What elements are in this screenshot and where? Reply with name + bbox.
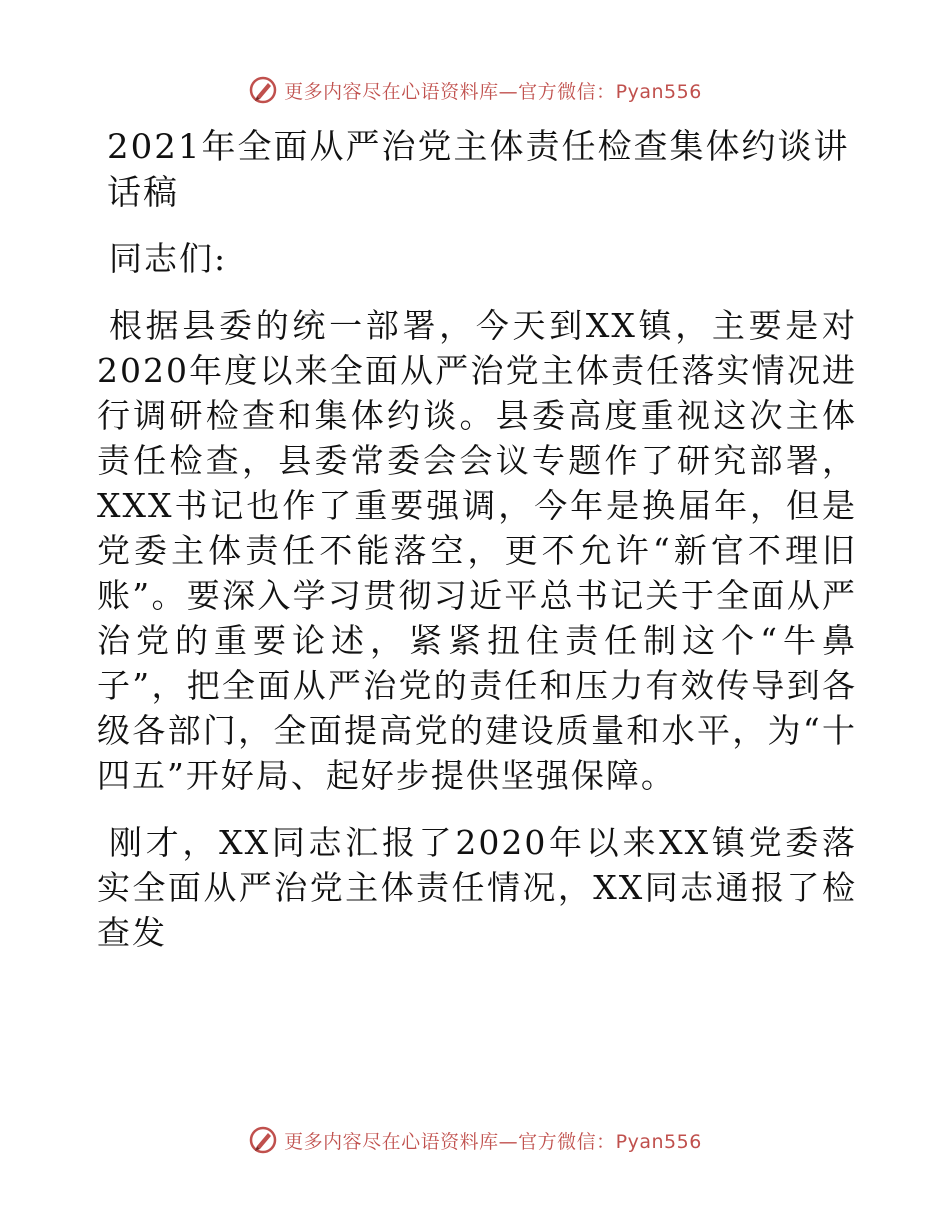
pen-logo-icon bbox=[248, 75, 278, 105]
paragraph: 根据县委的统一部署，今天到XX镇，主要是对2020年度以来全面从严治党主体责任落实情况进行调研检查和集体约谈。县委高度重视这次主体责任检查，县委常委会会议专题作了研究部署，XXX书记也作了重要强调，今年是换届年，但是党委主体责任不能落空，更不允许“新官不理旧账”。要深入学习贯彻习近平总书记关于全面从严治党的重要论述，紧紧扭住责任制这个“牛鼻子”，把全面从严治党的责任和压力有效传导到各级各部门，全面提高党的建设质量和水平，为“十四五”开好局、起好步提供坚强保障。 bbox=[97, 306, 857, 795]
watermark-text: 更多内容尽在心语资料库—官方微信：Pyan556 bbox=[284, 80, 702, 103]
watermark-text: 更多内容尽在心语资料库—官方微信：Pyan556 bbox=[284, 1130, 702, 1153]
paragraph: 刚才，XX同志汇报了2020年以来XX镇党委落实全面从严治党主体责任情况，XX同志通报了检查发 bbox=[97, 823, 857, 952]
document-body bbox=[97, 124, 857, 977]
watermark-footer bbox=[0, 1122, 950, 1158]
watermark-header bbox=[0, 72, 950, 108]
pen-logo-icon bbox=[248, 1125, 278, 1155]
document-title: 2021年全面从严治党主体责任检查集体约谈讲话稿 bbox=[107, 127, 850, 213]
salutation: 同志们: bbox=[109, 239, 228, 278]
